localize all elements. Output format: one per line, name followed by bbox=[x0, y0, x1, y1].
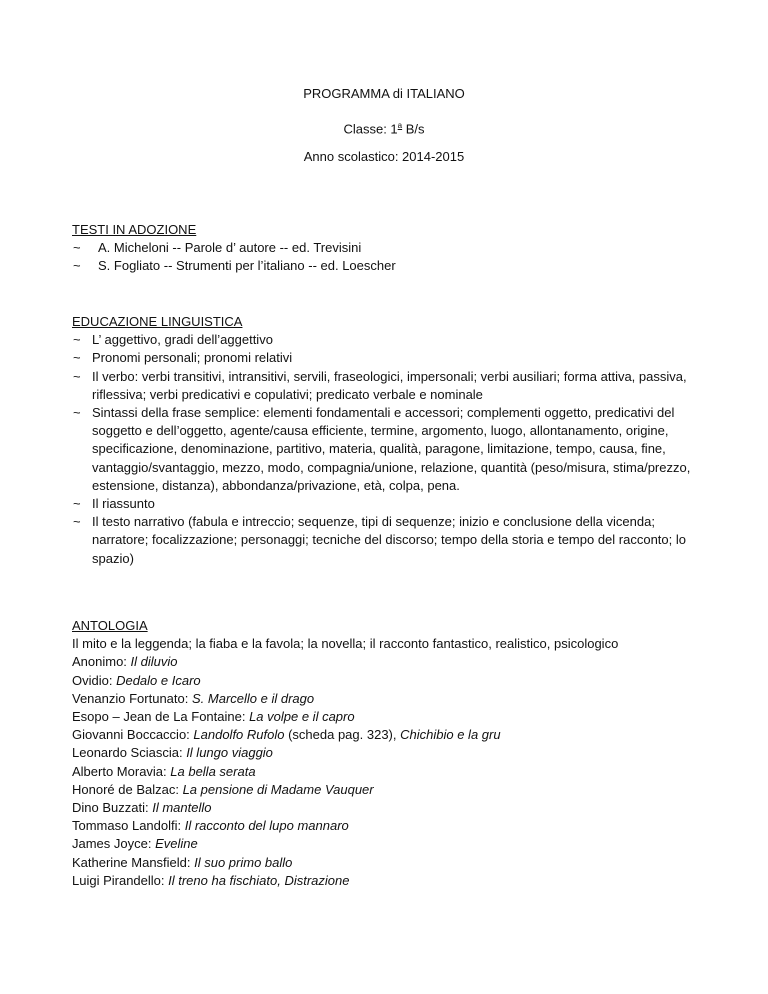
author-name: Katherine Mansfield: bbox=[72, 854, 195, 870]
tilde-bullet-icon: ~ bbox=[73, 240, 81, 256]
author-name: Alberto Moravia: bbox=[72, 763, 171, 779]
class-label: Classe: 1 bbox=[343, 121, 398, 137]
author-name: Ovidio: bbox=[72, 672, 117, 688]
tilde-bullet-icon: ~ bbox=[73, 514, 81, 530]
list-item: ~ S. Fogliato -- Strumenti per l’italiano -- ed. Loescher bbox=[72, 257, 712, 275]
work-title: S. Marcello e il drago bbox=[191, 690, 315, 706]
author-name: James Joyce: bbox=[72, 836, 156, 852]
work-title: La bella serata bbox=[170, 763, 256, 779]
work-title: La pensione di Madame Vauquer bbox=[182, 781, 374, 797]
tilde-bullet-icon: ~ bbox=[73, 350, 81, 366]
antologia-entry bbox=[72, 835, 712, 853]
list-item: ~ Il riassunto bbox=[72, 495, 712, 513]
tilde-bullet-icon: ~ bbox=[73, 332, 81, 348]
work-title: Il mantello bbox=[152, 800, 212, 816]
antologia-intro: Il mito e la leggenda; la fiaba e la favola; la novella; il racconto fantastico, realistico, psicologico bbox=[72, 636, 619, 652]
work-title: Dedalo e Icaro bbox=[116, 672, 201, 688]
testi-list bbox=[72, 239, 712, 275]
antologia-entry bbox=[72, 854, 712, 872]
author-name: Tommaso Landolfi: bbox=[72, 818, 185, 834]
section-heading-testi: TESTI IN ADOZIONE bbox=[72, 222, 197, 237]
tilde-bullet-icon: ~ bbox=[73, 496, 81, 512]
antologia-entry bbox=[72, 817, 712, 835]
antologia-entry bbox=[72, 781, 712, 799]
list-item: ~ Il testo narrativo (fabula e intreccio; sequenze, tipi di sequenze; inizio e conclusione della vicenda; narratore; focalizzazione; personaggi; tecniche del discorso; tempo della storia e tempo del racconto; lo spazio) bbox=[73, 514, 686, 566]
section-heading-educazione: EDUCAZIONE LINGUISTICA bbox=[72, 314, 243, 329]
list-item: ~ L’ aggettivo, gradi dell’aggettivo bbox=[72, 331, 712, 349]
work-title: La volpe e il capro bbox=[249, 709, 355, 725]
list-item: ~ Il verbo: verbi transitivi, intransitivi, servili, fraseologici, impersonali; verbi ausiliari; forma attiva, passiva, riflessiva; verbi predicativi e copulativi; predicato verbale e nominale bbox=[73, 368, 687, 402]
educazione-list bbox=[72, 331, 712, 568]
work-title: Eveline bbox=[155, 836, 198, 852]
work-title: Landolfo Rufolo bbox=[193, 727, 285, 743]
antologia-entry bbox=[72, 690, 712, 708]
document-title: PROGRAMMA di ITALIANO bbox=[303, 86, 465, 101]
author-name: Luigi Pirandello: bbox=[72, 872, 169, 888]
author-name: Venanzio Fortunato: bbox=[72, 690, 192, 706]
list-item: ~ A. Micheloni -- Parole d’ autore -- ed. Trevisini bbox=[72, 239, 712, 257]
author-name: Honoré de Balzac: bbox=[72, 781, 183, 797]
work-title: Il racconto del lupo mannaro bbox=[184, 818, 349, 834]
author-name: Anonimo: bbox=[72, 654, 131, 670]
section-educazione bbox=[72, 313, 712, 568]
antologia-entry bbox=[72, 799, 712, 817]
section-heading-antologia: ANTOLOGIA bbox=[72, 618, 148, 633]
tilde-bullet-icon: ~ bbox=[73, 405, 81, 421]
work-title: Il treno ha fischiato, Distrazione bbox=[168, 872, 350, 888]
tilde-bullet-icon: ~ bbox=[73, 368, 81, 384]
author-name: Dino Buzzati: bbox=[72, 800, 153, 816]
antologia-entry bbox=[72, 672, 712, 690]
class-suffix: B/s bbox=[402, 121, 425, 137]
author-name: Esopo – Jean de La Fontaine: bbox=[72, 709, 250, 725]
antologia-entry bbox=[72, 726, 712, 744]
work-note: (scheda pag. 323), bbox=[284, 727, 401, 743]
antologia-entry bbox=[72, 708, 712, 726]
antologia-entry bbox=[72, 872, 712, 890]
tilde-bullet-icon: ~ bbox=[73, 258, 81, 274]
class-superscript: a bbox=[397, 121, 403, 130]
author-name: Giovanni Boccaccio: bbox=[72, 727, 194, 743]
work-title: Il suo primo ballo bbox=[194, 854, 293, 870]
antologia-entry bbox=[72, 653, 712, 671]
work-title: Il lungo viaggio bbox=[186, 745, 273, 761]
section-testi bbox=[72, 221, 712, 276]
list-item: ~ Pronomi personali; pronomi relativi bbox=[72, 349, 712, 367]
list-item: ~ Sintassi della frase semplice: elementi fondamentali e accessori; complementi oggetto, predicativi del soggetto e dell’oggetto, agente/causa efficiente, termine, argomento, luogo, allontanamento, origine, specificazione, denominazione, partitivo, materia, qualità, paragone, limitazione, tempo, causa, fine, vantaggio/svantaggio, mezzo, modo, compagnia/unione, relazione, quantità (peso/misura, stima/prezzo, estensione, distanza), abbondanza/privazione, età, colpa, pena. bbox=[73, 405, 691, 493]
antologia-entry bbox=[72, 763, 712, 781]
work-title-second: Chichibio e la gru bbox=[400, 727, 501, 743]
author-name: Leonardo Sciascia: bbox=[72, 745, 187, 761]
school-year: Anno scolastico: 2014-2015 bbox=[303, 149, 465, 164]
section-antologia bbox=[72, 617, 712, 890]
class-line bbox=[0, 118, 768, 137]
antologia-entry bbox=[72, 744, 712, 762]
work-title: Il diluvio bbox=[130, 654, 178, 670]
